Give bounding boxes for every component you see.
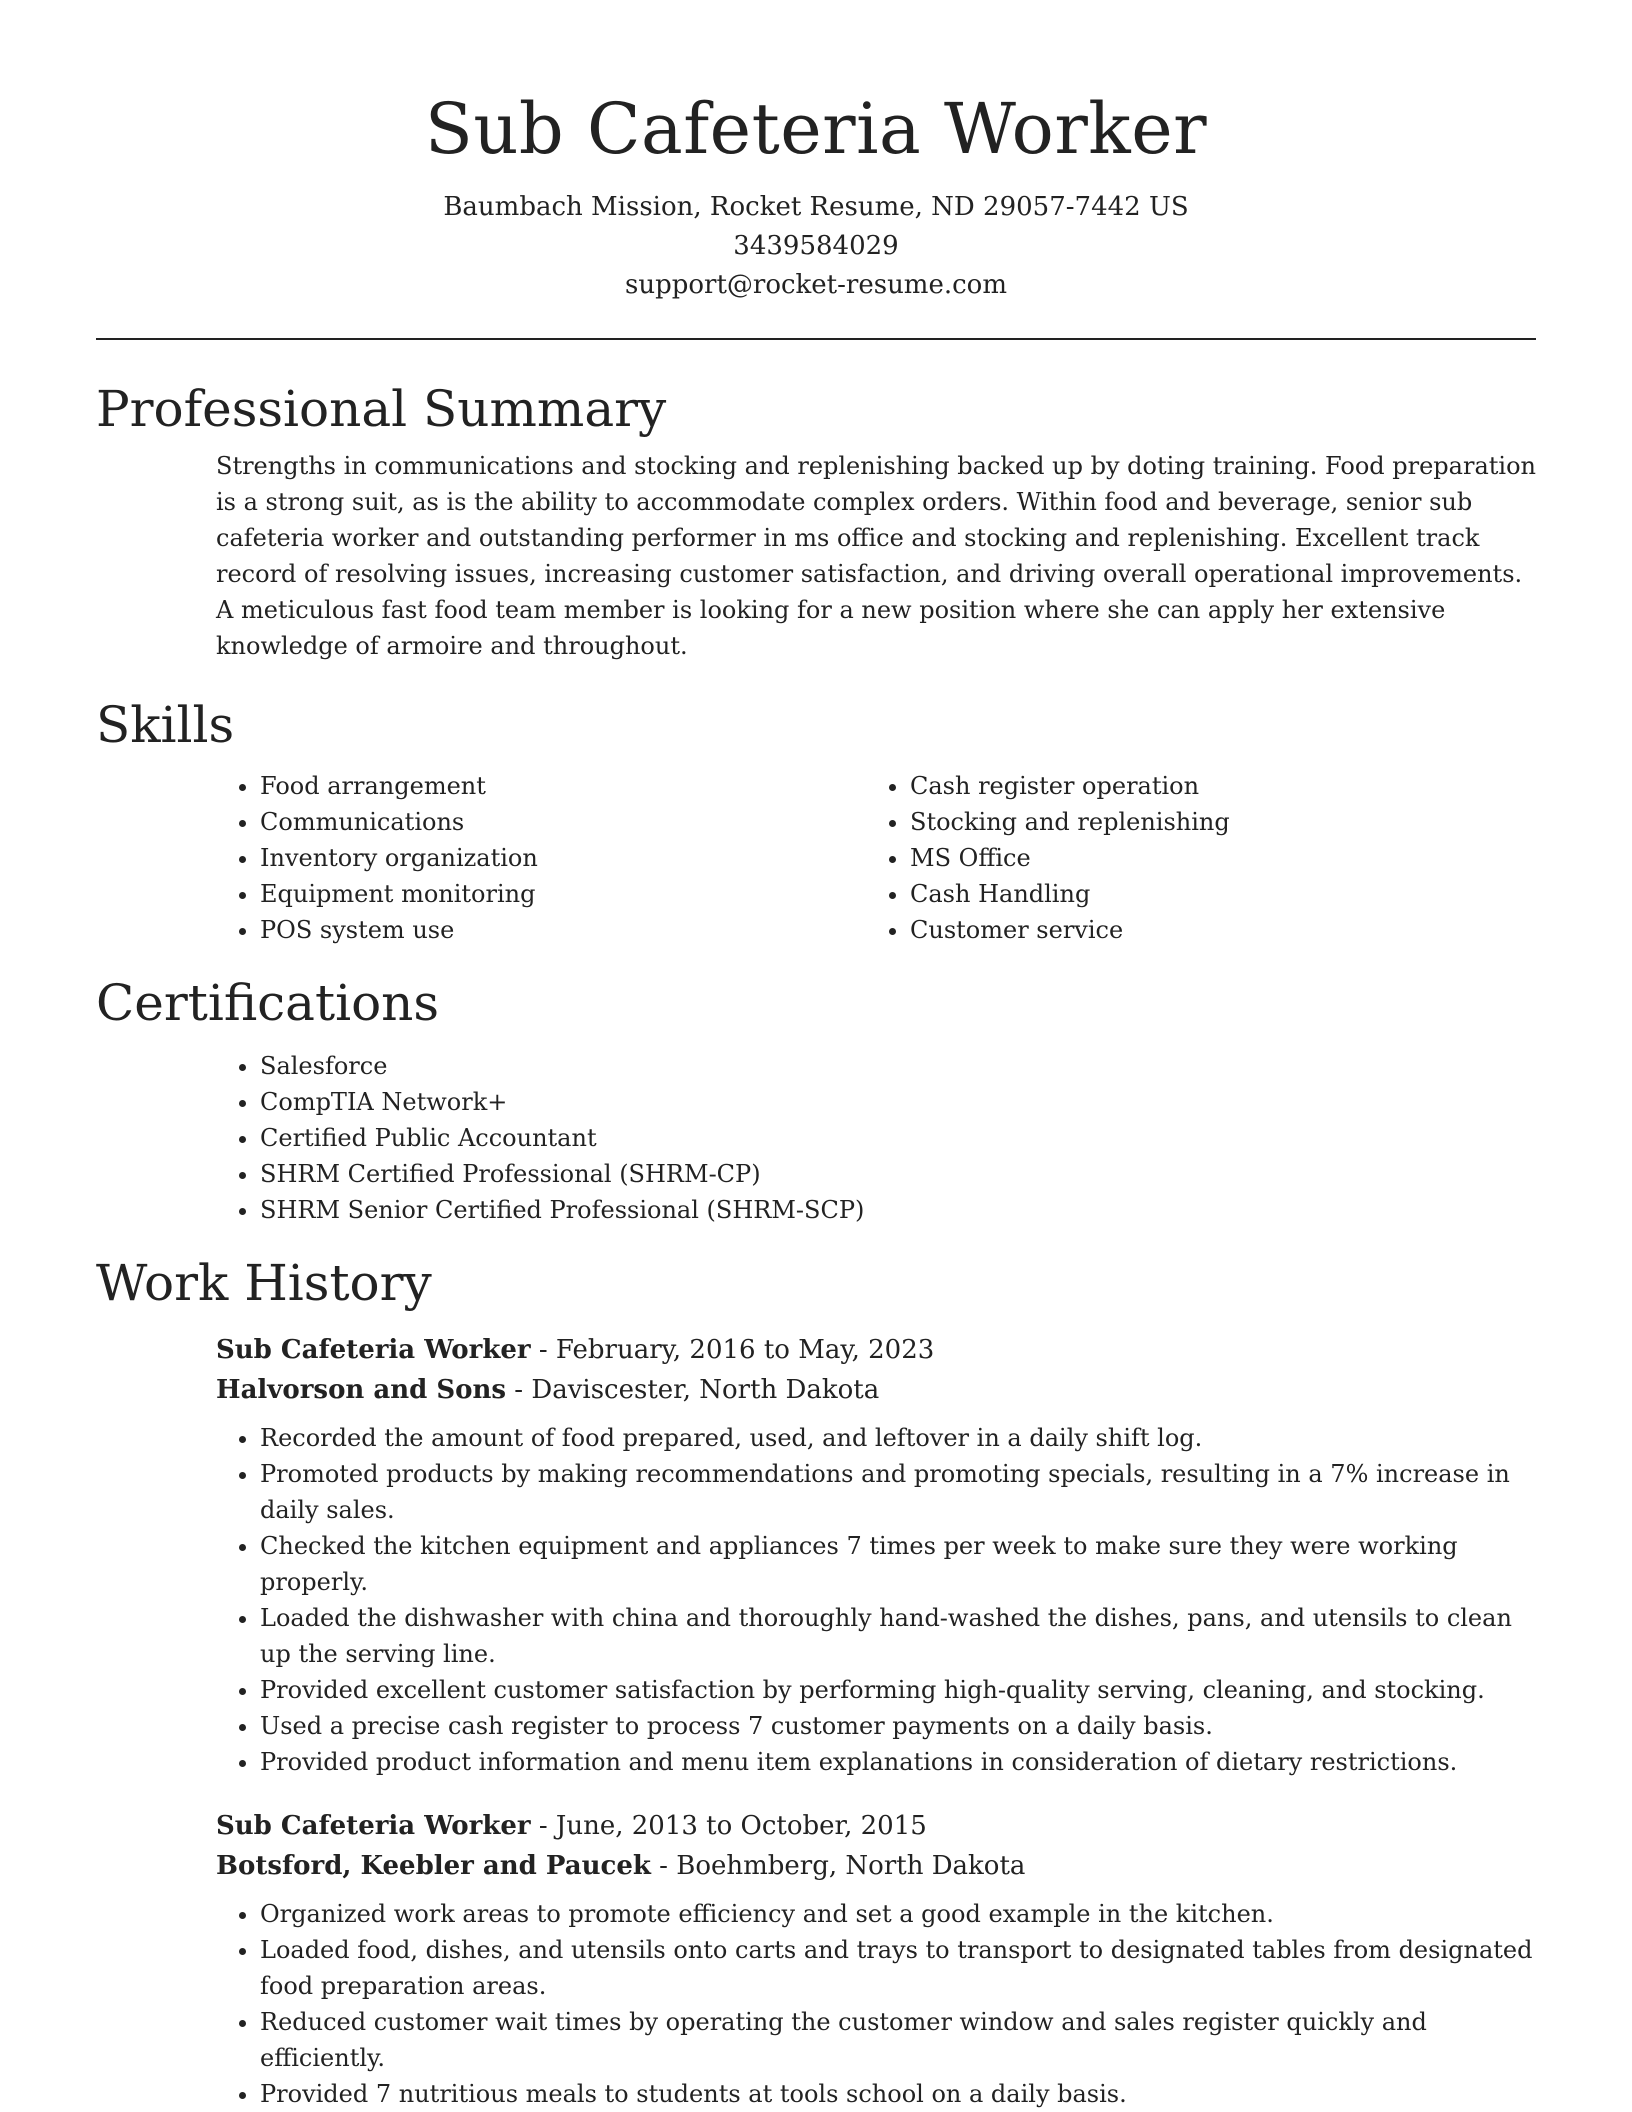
section-heading-summary: Professional Summary	[96, 380, 667, 438]
header-divider	[96, 338, 1536, 340]
section-work-history	[96, 1248, 1536, 2112]
skill-item: • Stocking and replenishing	[910, 804, 1516, 840]
certification-item: • CompTIA Network+	[260, 1084, 1536, 1120]
job-title-line	[216, 1806, 1536, 1846]
skills-column-left	[216, 768, 866, 948]
job-separator: -	[530, 1811, 556, 1841]
job-entry	[216, 1806, 1536, 2112]
job-bullet: • Used a precise cash register to process 7 customer payments on a daily basis.	[260, 1708, 1536, 1744]
job-title: Sub Cafeteria Worker	[216, 1335, 531, 1365]
job-company: Halvorson and Sons	[216, 1375, 507, 1405]
section-heading-certifications: Certifications	[96, 974, 440, 1032]
job-bullet: • Promoted products by making recommendations and promoting specials, resulting in a 7% increase in daily sales.	[260, 1456, 1536, 1528]
job-location: Daviscester, North Dakota	[531, 1375, 880, 1405]
certification-item: • SHRM Senior Certified Professional (SHRM-SCP)	[260, 1192, 1536, 1228]
skill-item: • Communications	[260, 804, 866, 840]
job-bullet: • Provided 7 nutritious meals to students at tools school on a daily basis.	[260, 2076, 1536, 2112]
job-company-line	[216, 1370, 1536, 1410]
skill-item: • Equipment monitoring	[260, 876, 866, 912]
skills-list-right	[866, 768, 1516, 948]
job-dates: June, 2013 to October, 2015	[555, 1811, 927, 1841]
candidate-name: Sub Cafeteria Worker	[424, 88, 1208, 170]
job-bullets	[216, 1896, 1536, 2112]
job-bullet: • Loaded the dishwasher with china and thoroughly hand-washed the dishes, pans, and utensils to clean up the serving line.	[260, 1600, 1536, 1672]
job-company-line	[216, 1846, 1536, 1886]
contact-phone: 3439584029	[733, 231, 899, 261]
section-heading-work-history: Work History	[96, 1254, 432, 1312]
certification-item: • Salesforce	[260, 1048, 1536, 1084]
contact-email: support@rocket-resume.com	[624, 270, 1007, 300]
job-bullet: • Organized work areas to promote efficiency and set a good example in the kitchen.	[260, 1896, 1536, 1932]
job-bullet: • Reduced customer wait times by operating the customer window and sales register quickly and efficiently.	[260, 2004, 1536, 2076]
skill-item: • Inventory organization	[260, 840, 866, 876]
job-title: Sub Cafeteria Worker	[216, 1811, 531, 1841]
job-company: Botsford, Keebler and Paucek	[216, 1851, 651, 1881]
certification-item: • Certified Public Accountant	[260, 1120, 1536, 1156]
section-skills	[96, 690, 1536, 948]
section-professional-summary	[96, 374, 1536, 664]
certification-item: • SHRM Certified Professional (SHRM-CP)	[260, 1156, 1536, 1192]
section-certifications	[96, 968, 1536, 1228]
job-separator: -	[506, 1375, 532, 1405]
skills-column-right	[866, 768, 1516, 948]
summary-text: Strengths in communications and stocking and replenishing backed up by doting training. Food preparation is a strong suit, as is the ability to accommodate complex orders. Within food and beverage, senior sub cafeteria worker and outstanding performer in ms office and stocking and replenishing. Excellent track record of resolving issues, increasing customer satisfaction, and driving overall operational improvements. A meticulous fast food team member is looking for a new position where she can apply her extensive knowledge of armoire and throughout.	[216, 452, 1536, 660]
job-separator: -	[530, 1335, 556, 1365]
skill-item: • Food arrangement	[260, 768, 866, 804]
resume-header	[96, 0, 1536, 305]
skills-grid	[216, 768, 1536, 948]
skill-item: • MS Office	[910, 840, 1516, 876]
job-bullet: • Checked the kitchen equipment and appliances 7 times per week to make sure they were working properly.	[260, 1528, 1536, 1600]
contact-block	[96, 188, 1536, 305]
skill-item: • Cash register operation	[910, 768, 1516, 804]
skill-item: • Cash Handling	[910, 876, 1516, 912]
job-title-line	[216, 1330, 1536, 1370]
job-bullet: • Provided product information and menu item explanations in consideration of dietary restrictions.	[260, 1744, 1536, 1780]
skills-list-left	[216, 768, 866, 948]
skill-item: • Customer service	[910, 912, 1516, 948]
job-bullet: • Provided excellent customer satisfaction by performing high-quality serving, cleaning, and stocking.	[260, 1672, 1536, 1708]
job-separator: -	[650, 1851, 677, 1881]
section-heading-skills: Skills	[96, 696, 235, 754]
job-entry	[216, 1330, 1536, 1780]
certifications-list	[216, 1048, 1536, 1228]
job-bullet: • Recorded the amount of food prepared, used, and leftover in a daily shift log.	[260, 1420, 1536, 1456]
job-bullet: • Loaded food, dishes, and utensils onto carts and trays to transport to designated tables from designated food preparation areas.	[260, 1932, 1536, 2004]
skill-item: • POS system use	[260, 912, 866, 948]
job-location: Boehmberg, North Dakota	[676, 1851, 1026, 1881]
job-bullets	[216, 1420, 1536, 1780]
job-dates: February, 2016 to May, 2023	[555, 1335, 935, 1365]
contact-address: Baumbach Mission, Rocket Resume, ND 29057-7442 US	[443, 192, 1189, 222]
